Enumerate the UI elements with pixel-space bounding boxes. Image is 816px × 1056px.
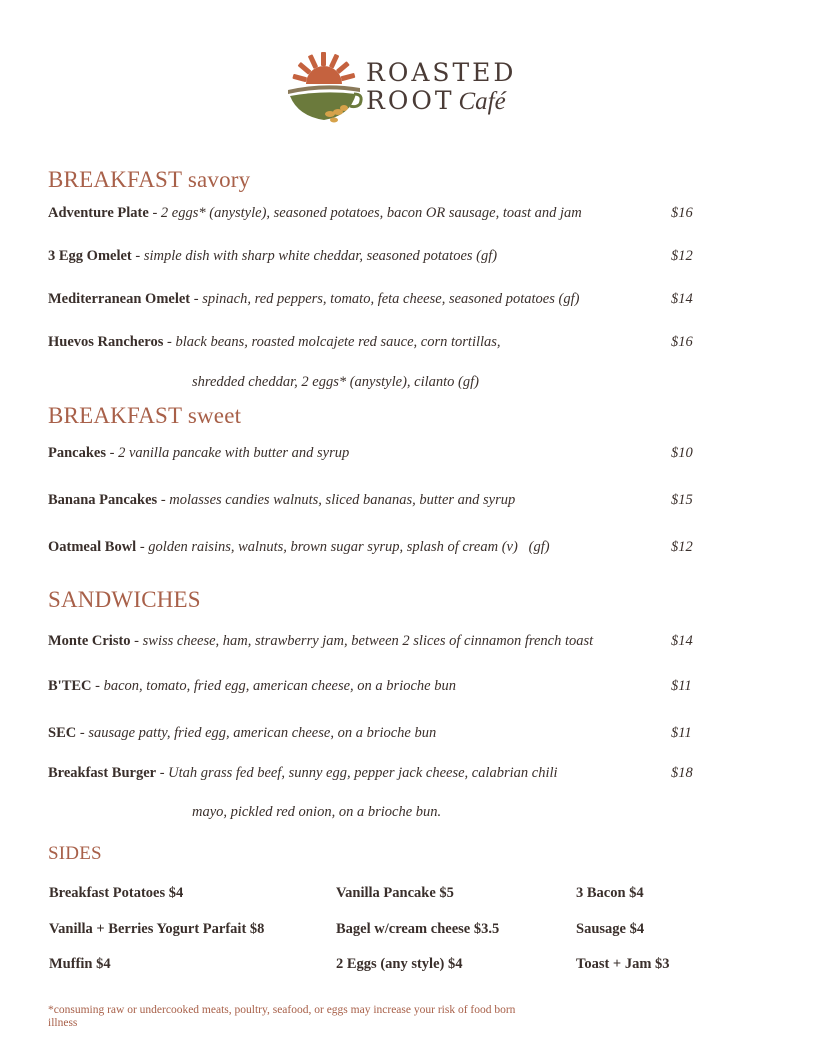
side-item: Bagel w/cream cheese $3.5 bbox=[336, 921, 500, 937]
side-item: Sausage $4 bbox=[576, 921, 645, 937]
menu-item-price: $16 bbox=[671, 205, 693, 221]
logo-cafe: Café bbox=[458, 88, 506, 115]
menu-item: 3 Egg Omelet - simple dish with sharp white cheddar, seasoned potatoes (gf) bbox=[48, 248, 498, 264]
menu-item-price: $15 bbox=[671, 492, 693, 508]
menu-item: Mediterranean Omelet - spinach, red peppers, tomato, feta cheese, seasoned potatoes (gf) bbox=[48, 291, 580, 307]
side-item: 2 Eggs (any style) $4 bbox=[336, 956, 463, 972]
menu-item-price: $18 bbox=[671, 765, 693, 781]
menu-item: SEC - sausage patty, fried egg, american cheese, on a brioche bun bbox=[48, 725, 437, 741]
section-sandwiches: SANDWICHES bbox=[48, 587, 201, 612]
side-item: 3 Bacon $4 bbox=[576, 885, 644, 901]
sun-cup-icon bbox=[284, 50, 364, 130]
side-item: Vanilla Pancake $5 bbox=[336, 885, 454, 901]
side-item: Toast + Jam $3 bbox=[576, 956, 670, 972]
menu-item: Huevos Rancheros - black beans, roasted molcajete red sauce, corn tortillas, bbox=[48, 334, 501, 350]
menu-item: Oatmeal Bowl - golden raisins, walnuts, brown sugar syrup, splash of cream (v) (gf) bbox=[48, 539, 550, 555]
side-item: Breakfast Potatoes $4 bbox=[49, 885, 184, 901]
menu-item: Adventure Plate - 2 eggs* (anystyle), seasoned potatoes, bacon OR sausage, toast and jam bbox=[48, 205, 582, 221]
section-breakfast-sweet: BREAKFAST sweet bbox=[48, 403, 242, 428]
section-breakfast-savory: BREAKFAST savory bbox=[48, 167, 251, 192]
side-item: Vanilla + Berries Yogurt Parfait $8 bbox=[49, 921, 265, 937]
menu-item-price: $12 bbox=[671, 248, 693, 264]
menu-item: B'TEC - bacon, tomato, fried egg, american cheese, on a brioche bun bbox=[48, 678, 456, 694]
menu-item-price: $16 bbox=[671, 334, 693, 350]
menu-item: Pancakes - 2 vanilla pancake with butter and syrup bbox=[48, 445, 350, 461]
menu-item: Monte Cristo - swiss cheese, ham, strawberry jam, between 2 slices of cinnamon french toast bbox=[48, 633, 594, 649]
side-item: Muffin $4 bbox=[49, 956, 111, 972]
section-sides: SIDES bbox=[48, 843, 102, 864]
menu-item-price: $11 bbox=[671, 725, 692, 741]
menu-item: Banana Pancakes - molasses candies walnuts, sliced bananas, butter and syrup bbox=[48, 492, 516, 508]
logo-root: ROOT Café bbox=[366, 86, 506, 115]
cafe-logo bbox=[284, 50, 546, 130]
logo-roasted: ROASTED bbox=[366, 58, 517, 87]
menu-item-price: $14 bbox=[671, 291, 693, 307]
menu-item-price: $11 bbox=[671, 678, 692, 694]
menu-item-desc-continued: shredded cheddar, 2 eggs* (anystyle), cilanto (gf) bbox=[192, 374, 479, 390]
food-safety-disclaimer: *consuming raw or undercooked meats, poultry, seafood, or eggs may increase your risk of food born illness bbox=[48, 1004, 516, 1029]
menu-item-price: $14 bbox=[671, 633, 693, 649]
menu-item: Breakfast Burger - Utah grass fed beef, sunny egg, pepper jack cheese, calabrian chili bbox=[48, 765, 558, 781]
menu-item-price: $10 bbox=[671, 445, 693, 461]
menu-item-price: $12 bbox=[671, 539, 693, 555]
menu-item-desc-continued: mayo, pickled red onion, on a brioche bun. bbox=[192, 804, 442, 820]
